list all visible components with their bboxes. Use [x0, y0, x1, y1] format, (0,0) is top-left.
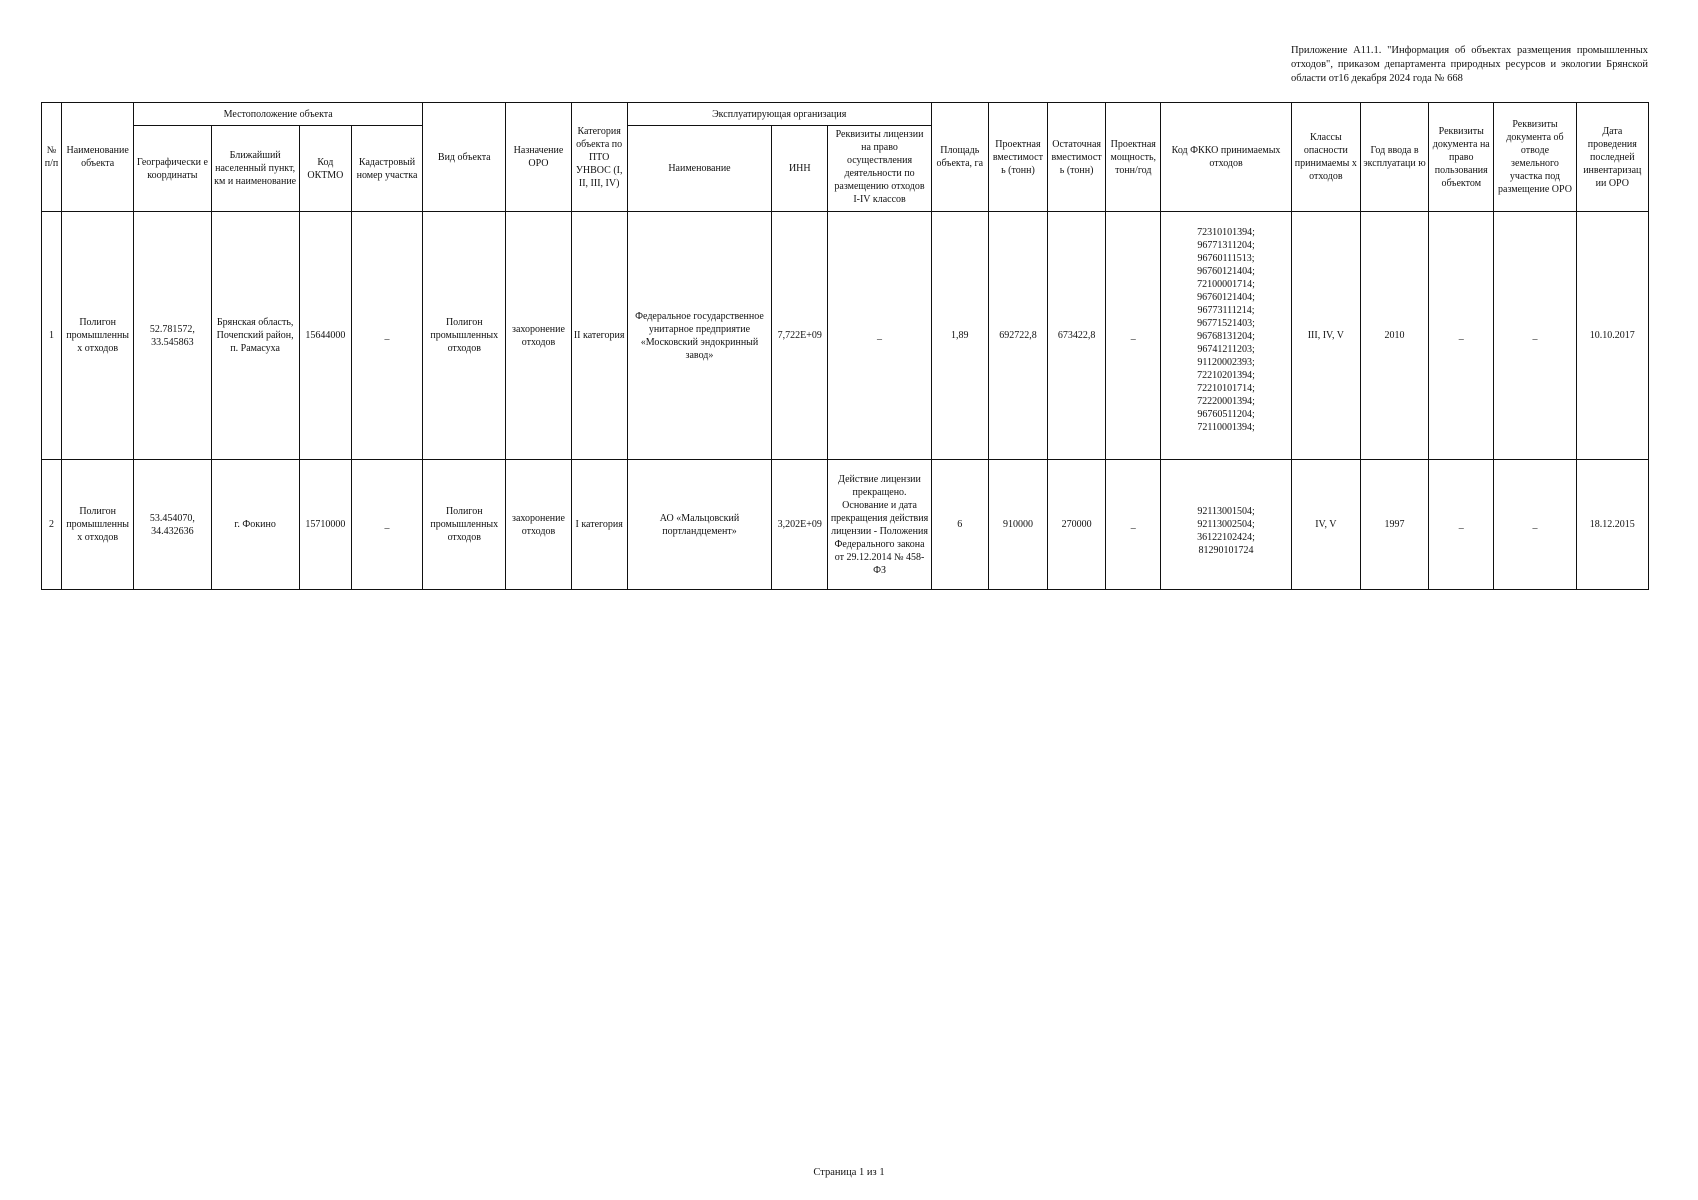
- col-header-hazard: Классы опасности принимаемы х отходов: [1291, 103, 1360, 212]
- cell-category: I категория: [571, 460, 627, 590]
- col-header-cadastral: Кадастровый номер участка: [351, 126, 422, 212]
- col-header-land-doc: Реквизиты документа об отводе земельного участка под размещение ОРО: [1494, 103, 1576, 212]
- col-header-residual-capacity: Остаточная вместимост ь (тонн): [1048, 103, 1106, 212]
- cell-num: 2: [42, 460, 62, 590]
- cell-residual-capacity: 270000: [1048, 460, 1106, 590]
- cell-org-name: АО «Мальцовский портландцемент»: [627, 460, 771, 590]
- cell-inn: 7,722E+09: [772, 212, 828, 460]
- col-header-inn: ИНН: [772, 126, 828, 212]
- col-header-design-power: Проектная мощность, тонн/год: [1106, 103, 1161, 212]
- cell-num: 1: [42, 212, 62, 460]
- cell-land-doc: _: [1494, 212, 1576, 460]
- cell-inn: 3,202E+09: [772, 460, 828, 590]
- col-header-purpose: Назначение ОРО: [506, 103, 571, 212]
- header-row-top: [42, 103, 1649, 126]
- table-row: [42, 460, 1649, 590]
- col-header-num: № п/п: [42, 103, 62, 212]
- cell-geo: 52.781572, 33.545863: [134, 212, 211, 460]
- cell-cadastral: _: [351, 212, 422, 460]
- col-header-area: Площадь объекта, га: [931, 103, 988, 212]
- cell-fkko: [1161, 460, 1291, 590]
- cell-type: Полигон промышленных отходов: [423, 212, 506, 460]
- cell-land-doc: _: [1494, 460, 1576, 590]
- cell-design-power: _: [1106, 212, 1161, 460]
- col-header-fkko: Код ФККО принимаемых отходов: [1161, 103, 1291, 212]
- col-header-org-name: Наименование: [627, 126, 771, 212]
- cell-geo: 53.454070, 34.432636: [134, 460, 211, 590]
- cell-use-doc: _: [1429, 460, 1494, 590]
- cell-residual-capacity: 673422,8: [1048, 212, 1106, 460]
- cell-cadastral: _: [351, 460, 422, 590]
- group-header-location: Местоположение объекта: [134, 103, 423, 126]
- cell-fkko-list: 92113001504; 92113002504; 36122102424; 81290101724: [1197, 506, 1255, 556]
- cell-hazard: IV, V: [1291, 460, 1360, 590]
- table-row: [42, 212, 1649, 460]
- cell-org-name: Федеральное государственное унитарное предприятие «Московский эндокринный завод»: [627, 212, 771, 460]
- cell-design-capacity: 910000: [988, 460, 1047, 590]
- col-header-year: Год ввода в эксплуатаци ю: [1360, 103, 1428, 212]
- cell-category: II категория: [571, 212, 627, 460]
- cell-name: Полигон промышленны х отходов: [62, 460, 134, 590]
- cell-year: 2010: [1360, 212, 1428, 460]
- cell-purpose: захоронение отходов: [506, 212, 571, 460]
- annex-caption: Приложение А11.1. "Информация об объектах размещения промышленных отходов", приказом департамента природных ресурсов и экологии Брянской области от16 декабря 2024 года № 668: [1291, 45, 1648, 84]
- cell-fkko: [1161, 212, 1291, 460]
- cell-design-capacity: 692722,8: [988, 212, 1047, 460]
- cell-oktmo: 15710000: [299, 460, 351, 590]
- cell-design-power: _: [1106, 460, 1161, 590]
- col-header-name: Наименование объекта: [62, 103, 134, 212]
- cell-license: _: [828, 212, 931, 460]
- col-header-settlement: Ближайший населенный пункт, км и наименование: [211, 126, 299, 212]
- cell-year: 1997: [1360, 460, 1428, 590]
- col-header-license-text: Реквизиты лицензии на право осуществления деятельности по размещению отходов I-IV классов: [834, 129, 925, 205]
- cell-hazard: III, IV, V: [1291, 212, 1360, 460]
- col-header-inventory: Дата проведения последней инвентаризац ии ОРО: [1576, 103, 1648, 212]
- col-header-oktmo: Код ОКТМО: [299, 126, 351, 212]
- cell-fkko-list: 72310101394; 96771311204; 96760111513; 96760121404; 72100001714; 96760121404; 96773111214; 96771521403; 96768131204; 96741211203; 91120002393; 72210201394; 72210101714; 72220001394; 96760511204; 72110001394;: [1197, 227, 1255, 433]
- group-header-operator: Эксплуатирующая организация: [627, 103, 931, 126]
- cell-type: Полигон промышленных отходов: [423, 460, 506, 590]
- cell-license: Действие лицензии прекращено. Основание и дата прекращения действия лицензии - Положения Федерального закона от 29.12.2014 № 458-ФЗ: [828, 460, 931, 590]
- col-header-category: Категория объекта по ПТО УНВОС (I, II, III, IV): [571, 103, 627, 212]
- col-header-use-doc: Реквизиты документа на право пользования объектом: [1429, 103, 1494, 212]
- cell-oktmo: 15644000: [299, 212, 351, 460]
- cell-settlement: г. Фокино: [211, 460, 299, 590]
- col-header-geo: Географически е координаты: [134, 126, 211, 212]
- cell-inventory: 10.10.2017: [1576, 212, 1648, 460]
- col-header-license: [828, 126, 931, 212]
- cell-settlement: Брянская область, Почепский район, п. Рамасуха: [211, 212, 299, 460]
- cell-area: 6: [931, 460, 988, 590]
- cell-name: Полигон промышленны х отходов: [62, 212, 134, 460]
- cell-inventory: 18.12.2015: [1576, 460, 1648, 590]
- waste-objects-table: [41, 102, 1649, 590]
- col-header-type: Вид объекта: [423, 103, 506, 212]
- page-number: Страница 1 из 1: [813, 1167, 885, 1178]
- cell-use-doc: _: [1429, 212, 1494, 460]
- cell-purpose: захоронение отходов: [506, 460, 571, 590]
- cell-area: 1,89: [931, 212, 988, 460]
- col-header-design-capacity: Проектная вместимост ь (тонн): [988, 103, 1047, 212]
